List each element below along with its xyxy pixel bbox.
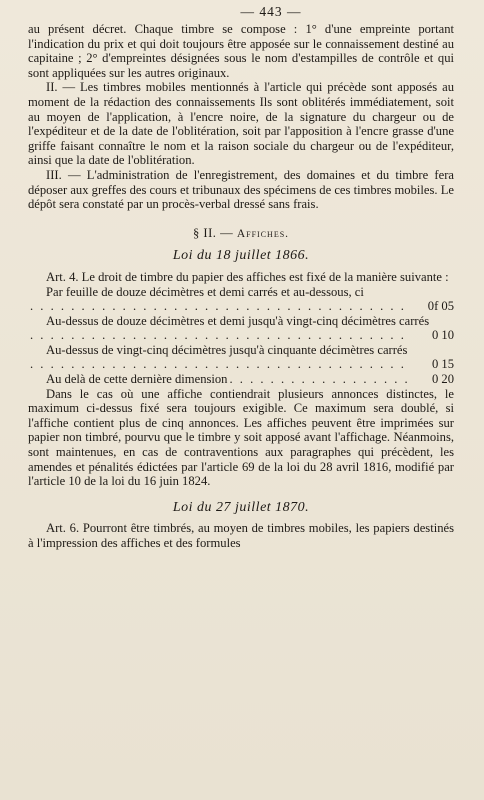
rate-value-3: 0 15	[431, 357, 454, 372]
body-text	[28, 22, 454, 551]
leader-dots	[30, 357, 408, 372]
paragraph-article-ii: II. — Les timbres mobiles mentionnés à l'article qui précède sont apposés au moment de la rédaction des connaissements Ils sont oblitérés immédiatement, soit au moyen de l'application, à l'encre noire, de la signature du chargeur ou de l'expéditeur et de la date de l'oblitération, soit par l'apposition à l'encre grasse d'une griffe faisant connaître le nom et la raison sociale du chargeur ou de l'expéditeur, ainsi que la date de l'oblitération.	[28, 80, 454, 168]
law-title-1866: Loi du 18 juillet 1866.	[172, 248, 310, 264]
section-heading	[28, 226, 454, 242]
leader-dots	[30, 299, 408, 314]
rate-row-4	[28, 372, 454, 387]
article-4-closing: Dans le cas où une affiche contiendrait plusieurs annonces distinctes, le maximum ci-dessus fixé sera toujours exigible. Ce maximum sera doublé, si l'affiche contient plus de cinq annonces. Les affiches peuvent être imprimées sur papier non timbré, pourvu que le timbre y soit apposé avant l'affichage. Néanmoins, sont maintenues, en cas de contraventions aux paragraphes qui précèdent, les amendes et pénalités édictées par l'article 69 de la loi du 28 avril 1816, modifié par l'article 10 de la loi du 16 juin 1824.	[28, 386, 454, 489]
section-title: Affiches.	[236, 227, 290, 240]
article-4-intro: Art. 4. Le droit de timbre du papier des affiches est fixé de la manière suivante :	[46, 269, 449, 284]
section-number: § II. —	[192, 225, 234, 240]
law-title-1870: Loi du 27 juillet 1870.	[172, 499, 310, 515]
paragraph-article-iii: III. — L'administration de l'enregistrement, des domaines et du timbre fera déposer aux greffes des cours et tribunaux des spécimens de ces timbres mobiles. Le dépôt sera constaté par un procès-verbal dressé sans frais.	[28, 167, 454, 212]
article-6-text: Art. 6. Pourront être timbrés, au moyen de timbres mobiles, les papiers destinés à l'impression des affiches et des formules	[28, 521, 454, 550]
rate-text-4: Au delà de cette dernière dimension	[46, 372, 228, 387]
leader-dots	[30, 328, 408, 343]
leader-dots	[229, 372, 408, 387]
rate-text-3: Au-dessus de vingt-cinq décimètres jusqu'à cinquante décimètres carrés	[46, 342, 408, 357]
rate-value-1: 0f 05	[427, 299, 454, 314]
rate-row-2	[28, 328, 454, 343]
rate-text-1: Par feuille de douze décimètres et demi carrés et au-dessous, ci	[46, 284, 364, 299]
rate-value-2: 0 10	[431, 328, 454, 343]
rate-row-1	[28, 299, 454, 314]
rate-value-4: 0 20	[431, 372, 454, 387]
rate-text-2: Au-dessus de douze décimètres et demi jusqu'à vingt-cinq décimètres carrés	[46, 313, 430, 328]
page-number: — 443 —	[240, 4, 302, 19]
rate-row-3	[28, 357, 454, 372]
paragraph-continuation: au présent décret. Chaque timbre se compose : 1° d'une empreinte portant l'indication du prix et qui doit toujours être apposée sur le connaissement destiné au capitaine ; 2° d'empreintes désignées sous le nom d'estampilles de contrôle et qui sont appliquées sur les autres originaux.	[28, 22, 454, 80]
